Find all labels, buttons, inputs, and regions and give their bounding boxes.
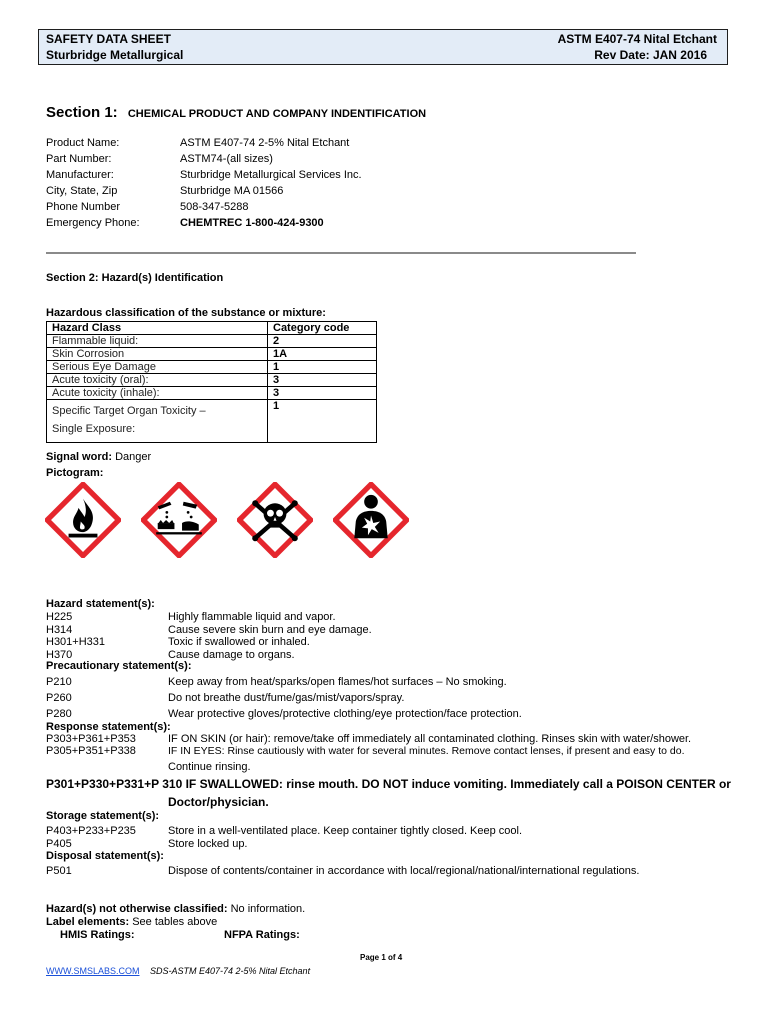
statement-code: P501 — [46, 865, 72, 877]
statement-code: P210 — [46, 676, 72, 688]
table-cell: 1A — [268, 348, 377, 361]
statement-code: P305+P351+P338 — [46, 745, 136, 757]
table-header-row — [47, 322, 377, 335]
header-band — [38, 29, 728, 65]
hazard-statements-title: Hazard statement(s): — [46, 598, 155, 610]
field-label: Manufacturer: — [46, 169, 114, 181]
table-cell: Acute toxicity (oral): — [47, 374, 268, 387]
field-label: Phone Number — [46, 201, 120, 213]
footer-doc-name: SDS-ASTM E407-74 2-5% Nital Etchant — [150, 966, 311, 976]
statement-text: Toxic if swallowed or inhaled. — [168, 636, 310, 648]
pictogram-label: Pictogram: — [46, 467, 104, 479]
signal-word — [46, 451, 151, 463]
statement-code: P260 — [46, 692, 72, 704]
header-rev-date: Rev Date: JAN 2016 — [594, 48, 707, 62]
table-cell: 2 — [268, 335, 377, 348]
statement-text: Store locked up. — [168, 838, 248, 850]
section1-heading — [46, 104, 426, 121]
table-header-cell: Hazard Class — [47, 322, 268, 335]
section2-heading: Section 2: Hazard(s) Identification — [46, 272, 224, 284]
statement-text: Keep away from heat/sparks/open flames/hot surfaces – No smoking. — [168, 676, 507, 688]
statement-code: P405 — [46, 838, 72, 850]
statement-text: Do not breathe dust/fume/gas/mist/vapors/spray. — [168, 692, 405, 704]
statement-text: Dispose of contents/container in accordance with local/regional/national/international regulations. — [168, 865, 640, 877]
label-elements-value: See tables above — [132, 916, 218, 928]
statement-text: Cause damage to organs. — [168, 649, 295, 661]
field-value: Sturbridge Metallurgical Services Inc. — [180, 169, 362, 181]
swallow-statement-cont: Doctor/physician. — [168, 795, 269, 809]
table-cell: Serious Eye Damage — [47, 361, 268, 374]
table-cell: 1 — [268, 400, 377, 443]
signal-word-label: Signal word: — [46, 451, 112, 463]
table-cell-line: Specific Target Organ Toxicity – — [52, 405, 206, 417]
statement-text: IF IN EYES: Rinse cautiously with water for several minutes. Remove contact lenses, if present and easy to do. — [168, 745, 685, 757]
statement-code: H314 — [46, 624, 73, 636]
storage-title: Storage statement(s): — [46, 810, 160, 822]
table-row — [47, 400, 377, 443]
table-cell: Acute toxicity (inhale): — [47, 387, 268, 400]
field-value: 508-347-5288 — [180, 201, 249, 213]
label-elements-label: Label elements: — [46, 916, 130, 928]
table-cell: 3 — [268, 387, 377, 400]
health-hazard-icon — [333, 482, 409, 558]
not-classified-value: No information. — [230, 903, 306, 915]
classification-title: Hazardous classification of the substance or mixture: — [46, 307, 326, 319]
signal-word-value: Danger — [115, 451, 152, 463]
disposal-title: Disposal statement(s): — [46, 850, 164, 862]
field-label: Part Number: — [46, 153, 112, 165]
table-cell: 1 — [268, 361, 377, 374]
nfpa-ratings-label: NFPA Ratings: — [224, 929, 300, 941]
statement-text: Highly flammable liquid and vapor. — [168, 611, 336, 623]
header-company: Sturbridge Metallurgical — [46, 48, 184, 62]
statement-code: H301+H331 — [46, 636, 106, 648]
statement-text: Store in a well-ventilated place. Keep container tightly closed. Keep cool. — [168, 825, 523, 837]
page-number: Page 1 of 4 — [360, 953, 403, 962]
statement-code: H225 — [46, 611, 73, 623]
table-cell — [47, 400, 268, 443]
field-value: ASTM E407-74 2-5% Nital Etchant — [180, 137, 350, 149]
not-classified — [46, 903, 305, 915]
flame-icon — [45, 482, 121, 558]
table-cell: Flammable liquid: — [47, 335, 268, 348]
table-row — [47, 361, 377, 374]
statement-text: Continue rinsing. — [168, 761, 251, 773]
table-cell: 3 — [268, 374, 377, 387]
table-row — [47, 348, 377, 361]
website-link[interactable]: WWW.SMSLABS.COM — [46, 966, 140, 976]
table-row — [47, 335, 377, 348]
corrosion-icon — [141, 482, 217, 558]
swallow-statement: P301+P330+P331+P 310 IF SWALLOWED: rinse mouth. DO NOT induce vomiting. Immediately call a POISON CENTER or — [46, 777, 731, 791]
section1-number: Section 1: — [46, 104, 118, 121]
field-label: Emergency Phone: — [46, 217, 140, 229]
statement-text: Wear protective gloves/protective clothing/eye protection/face protection. — [168, 708, 522, 720]
statement-text: Cause severe skin burn and eye damage. — [168, 624, 372, 636]
field-value: Sturbridge MA 01566 — [180, 185, 284, 197]
field-value: ASTM74-(all sizes) — [180, 153, 273, 165]
table-row — [47, 374, 377, 387]
header-product: ASTM E407-74 Nital Etchant — [557, 32, 717, 46]
statement-code: P403+P233+P235 — [46, 825, 136, 837]
response-title: Response statement(s): — [46, 721, 171, 733]
field-label: Product Name: — [46, 137, 120, 149]
table-header-cell: Category code — [268, 322, 377, 335]
section-divider — [46, 252, 636, 254]
not-classified-label: Hazard(s) not otherwise classified: — [46, 903, 228, 915]
table-cell-line: Single Exposure: — [52, 423, 136, 435]
label-elements — [46, 916, 217, 928]
statement-text: IF ON SKIN (or hair): remove/take off immediately all contaminated clothing. Rinses skin with water/shower. — [168, 733, 692, 745]
table-cell: Skin Corrosion — [47, 348, 268, 361]
statement-code: P280 — [46, 708, 72, 720]
emergency-phone-value: CHEMTREC 1-800-424-9300 — [180, 217, 324, 229]
section1-subheading: CHEMICAL PRODUCT AND COMPANY INDENTIFICATION — [127, 108, 427, 120]
precautionary-title: Precautionary statement(s): — [46, 660, 192, 672]
statement-code: H370 — [46, 649, 73, 661]
hmis-ratings-label: HMIS Ratings: — [60, 929, 135, 941]
field-label: City, State, Zip — [46, 185, 118, 197]
table-row — [47, 387, 377, 400]
skull-crossbones-icon — [237, 482, 313, 558]
statement-code: P303+P361+P353 — [46, 733, 136, 745]
hazard-class-table — [46, 321, 377, 443]
header-title: SAFETY DATA SHEET — [46, 32, 171, 46]
